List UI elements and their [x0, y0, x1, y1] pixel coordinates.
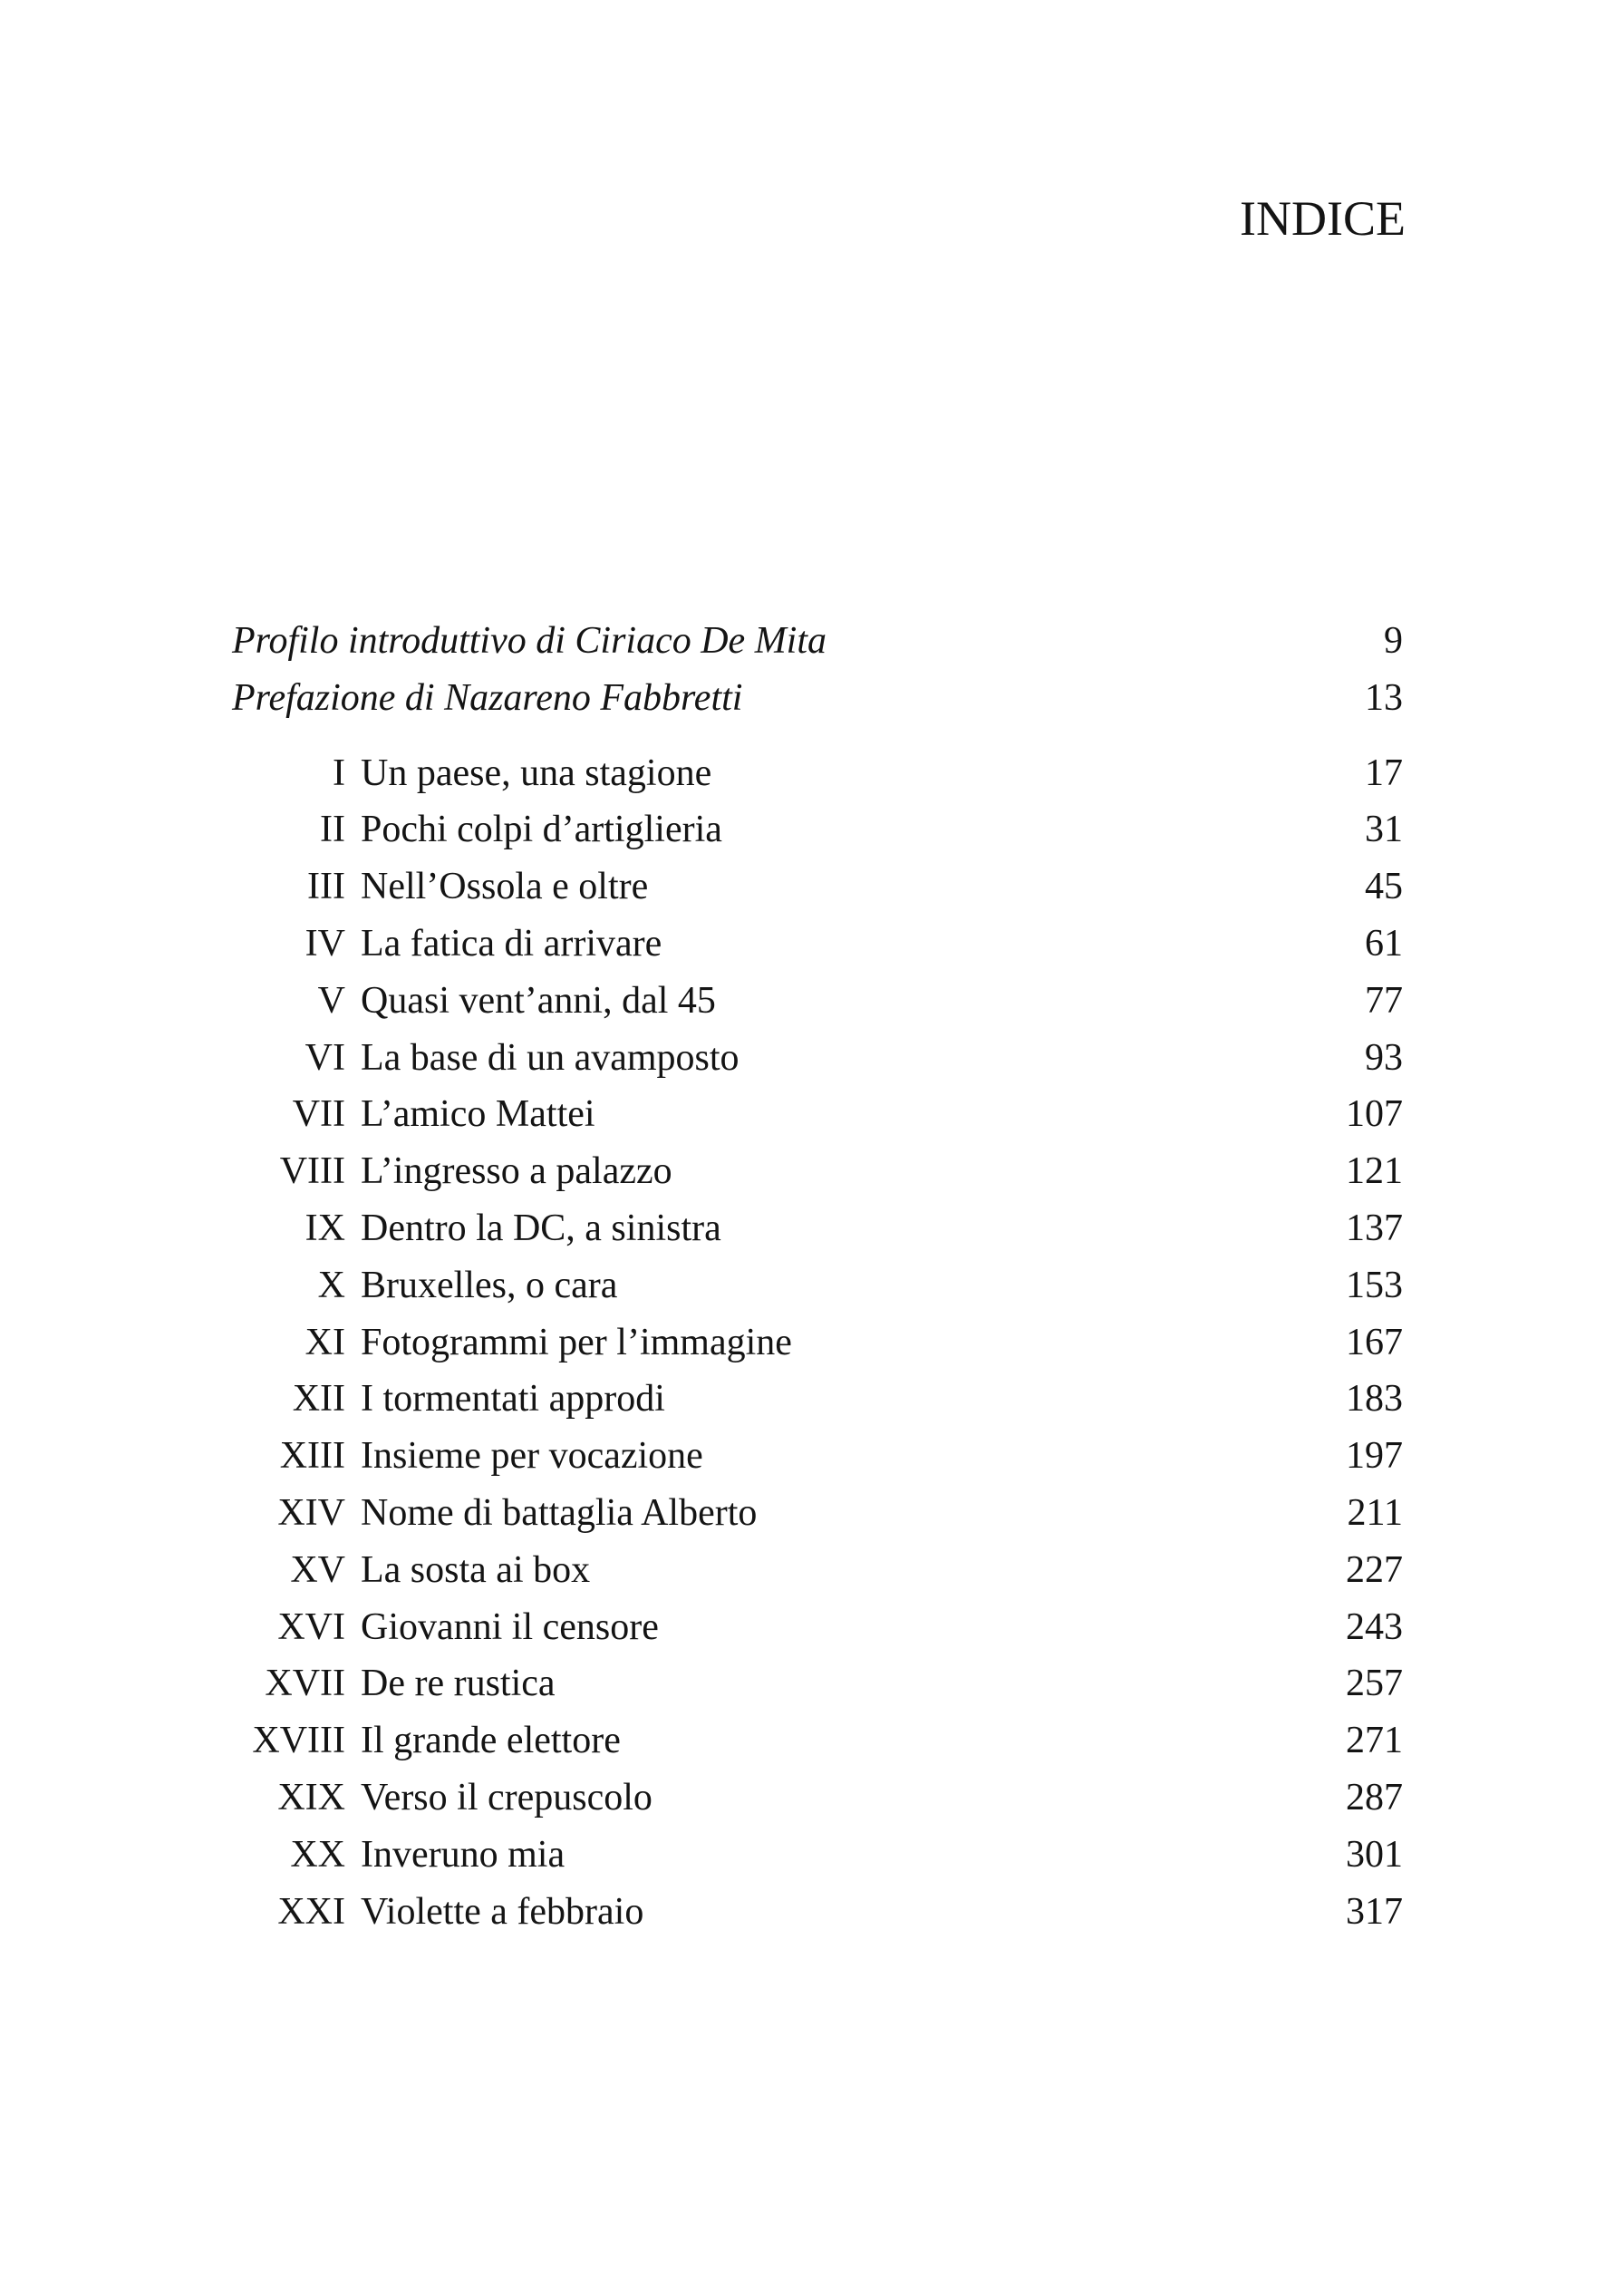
page-number: 271: [1346, 1720, 1403, 1762]
chapter-numeral: I: [333, 752, 345, 794]
chapter-numeral: IV: [304, 922, 345, 965]
chapter-numeral: XVII: [265, 1663, 345, 1705]
section-gap: [232, 727, 1403, 745]
chapter-title: Il grande elettore: [361, 1720, 621, 1762]
toc-entry-chapter: [232, 1827, 1403, 1884]
chapter-title: Giovanni il censore: [361, 1605, 659, 1648]
toc-entry-chapter: [232, 1200, 1403, 1257]
chapter-numeral: V: [317, 979, 345, 1022]
chapter-title: Insieme per vocazione: [361, 1435, 703, 1478]
chapter-numeral: XXI: [277, 1890, 345, 1933]
chapter-numeral: XVI: [277, 1605, 345, 1648]
toc-entry-chapter: [232, 1884, 1403, 1941]
toc-entry-chapter: [232, 858, 1403, 916]
page-number: 9: [1384, 620, 1403, 662]
page-number: 287: [1346, 1776, 1403, 1818]
chapter-numeral: XIV: [277, 1491, 345, 1534]
page-number: 183: [1346, 1378, 1403, 1421]
chapter-title: Nell’Ossola e oltre: [361, 866, 649, 908]
toc-entry-chapter: [232, 1770, 1403, 1827]
toc-entry-chapter: [232, 1086, 1403, 1143]
page-number: 121: [1346, 1150, 1403, 1193]
chapter-title: L’ingresso a palazzo: [361, 1150, 672, 1193]
toc-entry-chapter: [232, 1030, 1403, 1087]
chapter-numeral: XX: [290, 1833, 345, 1876]
entry-label: Prefazione di Nazareno Fabbretti: [232, 676, 743, 719]
toc-entry-chapter: [232, 1485, 1403, 1542]
page-number: 211: [1347, 1491, 1403, 1534]
entry-label: Profilo introduttivo di Ciriaco De Mita: [232, 620, 827, 662]
page-number: 153: [1346, 1264, 1403, 1306]
page-number: 317: [1346, 1890, 1403, 1933]
chapter-title: Bruxelles, o cara: [361, 1264, 618, 1306]
page-number: 167: [1346, 1321, 1403, 1363]
toc-entry-chapter: [232, 1655, 1403, 1712]
chapter-title: Pochi colpi d’artiglieria: [361, 809, 722, 851]
chapter-title: La fatica di arrivare: [361, 922, 662, 965]
toc-entry-chapter: [232, 1428, 1403, 1485]
page-number: 77: [1365, 979, 1403, 1022]
chapter-numeral: IX: [304, 1207, 345, 1249]
chapter-numeral: XV: [290, 1548, 345, 1591]
toc-entry-chapter: [232, 1257, 1403, 1314]
toc-entry-front-matter: [232, 613, 1403, 670]
toc-entry-chapter: [232, 1314, 1403, 1372]
toc-entry-chapter: [232, 745, 1403, 802]
toc-entry-chapter: [232, 1143, 1403, 1200]
chapter-numeral: XIII: [279, 1435, 345, 1478]
page-number: 45: [1365, 866, 1403, 908]
chapter-numeral: XIX: [277, 1776, 345, 1818]
chapter-title: Quasi vent’anni, dal 45: [361, 979, 716, 1022]
chapter-numeral: III: [307, 866, 345, 908]
table-of-contents: [232, 613, 1403, 1940]
toc-entry-chapter: [232, 1542, 1403, 1599]
chapter-title: La base di un avamposto: [361, 1036, 740, 1079]
chapter-title: Violette a febbraio: [361, 1890, 644, 1933]
toc-entry-chapter: [232, 1371, 1403, 1428]
chapter-title: Un paese, una stagione: [361, 752, 712, 794]
chapter-numeral: XII: [292, 1378, 345, 1421]
chapter-numeral: XVIII: [252, 1720, 345, 1762]
chapter-title: L’amico Mattei: [361, 1093, 595, 1136]
page-number: 107: [1346, 1093, 1403, 1136]
page-number: 61: [1365, 922, 1403, 965]
chapter-numeral: X: [317, 1264, 345, 1306]
page-number: 197: [1346, 1435, 1403, 1478]
chapter-title: Inveruno mia: [361, 1833, 566, 1876]
toc-entry-chapter: [232, 1599, 1403, 1656]
chapter-numeral: II: [320, 809, 345, 851]
page-number: 227: [1346, 1548, 1403, 1591]
page-number: 13: [1365, 676, 1403, 719]
toc-entry-front-matter: [232, 670, 1403, 727]
chapter-numeral: VI: [304, 1036, 345, 1079]
toc-entry-chapter: [232, 973, 1403, 1030]
toc-entry-chapter: [232, 801, 1403, 858]
chapter-numeral: VII: [292, 1093, 345, 1136]
chapter-title: I tormentati approdi: [361, 1378, 665, 1421]
chapter-title: Verso il crepuscolo: [361, 1776, 652, 1818]
page-title: INDICE: [1240, 191, 1406, 246]
chapter-title: De re rustica: [361, 1663, 556, 1705]
chapter-title: La sosta ai box: [361, 1548, 591, 1591]
page-number: 301: [1346, 1833, 1403, 1876]
page-number: 31: [1365, 809, 1403, 851]
page-number: 93: [1365, 1036, 1403, 1079]
toc-entry-chapter: [232, 916, 1403, 973]
toc-entry-chapter: [232, 1712, 1403, 1770]
page-number: 243: [1346, 1605, 1403, 1648]
page-number: 257: [1346, 1663, 1403, 1705]
chapter-numeral: XI: [304, 1321, 345, 1363]
page-number: 17: [1365, 752, 1403, 794]
chapter-numeral: VIII: [279, 1150, 345, 1193]
page-number: 137: [1346, 1207, 1403, 1249]
chapter-title: Nome di battaglia Alberto: [361, 1491, 758, 1534]
chapter-title: Dentro la DC, a sinistra: [361, 1207, 721, 1249]
chapter-title: Fotogrammi per l’immagine: [361, 1321, 792, 1363]
